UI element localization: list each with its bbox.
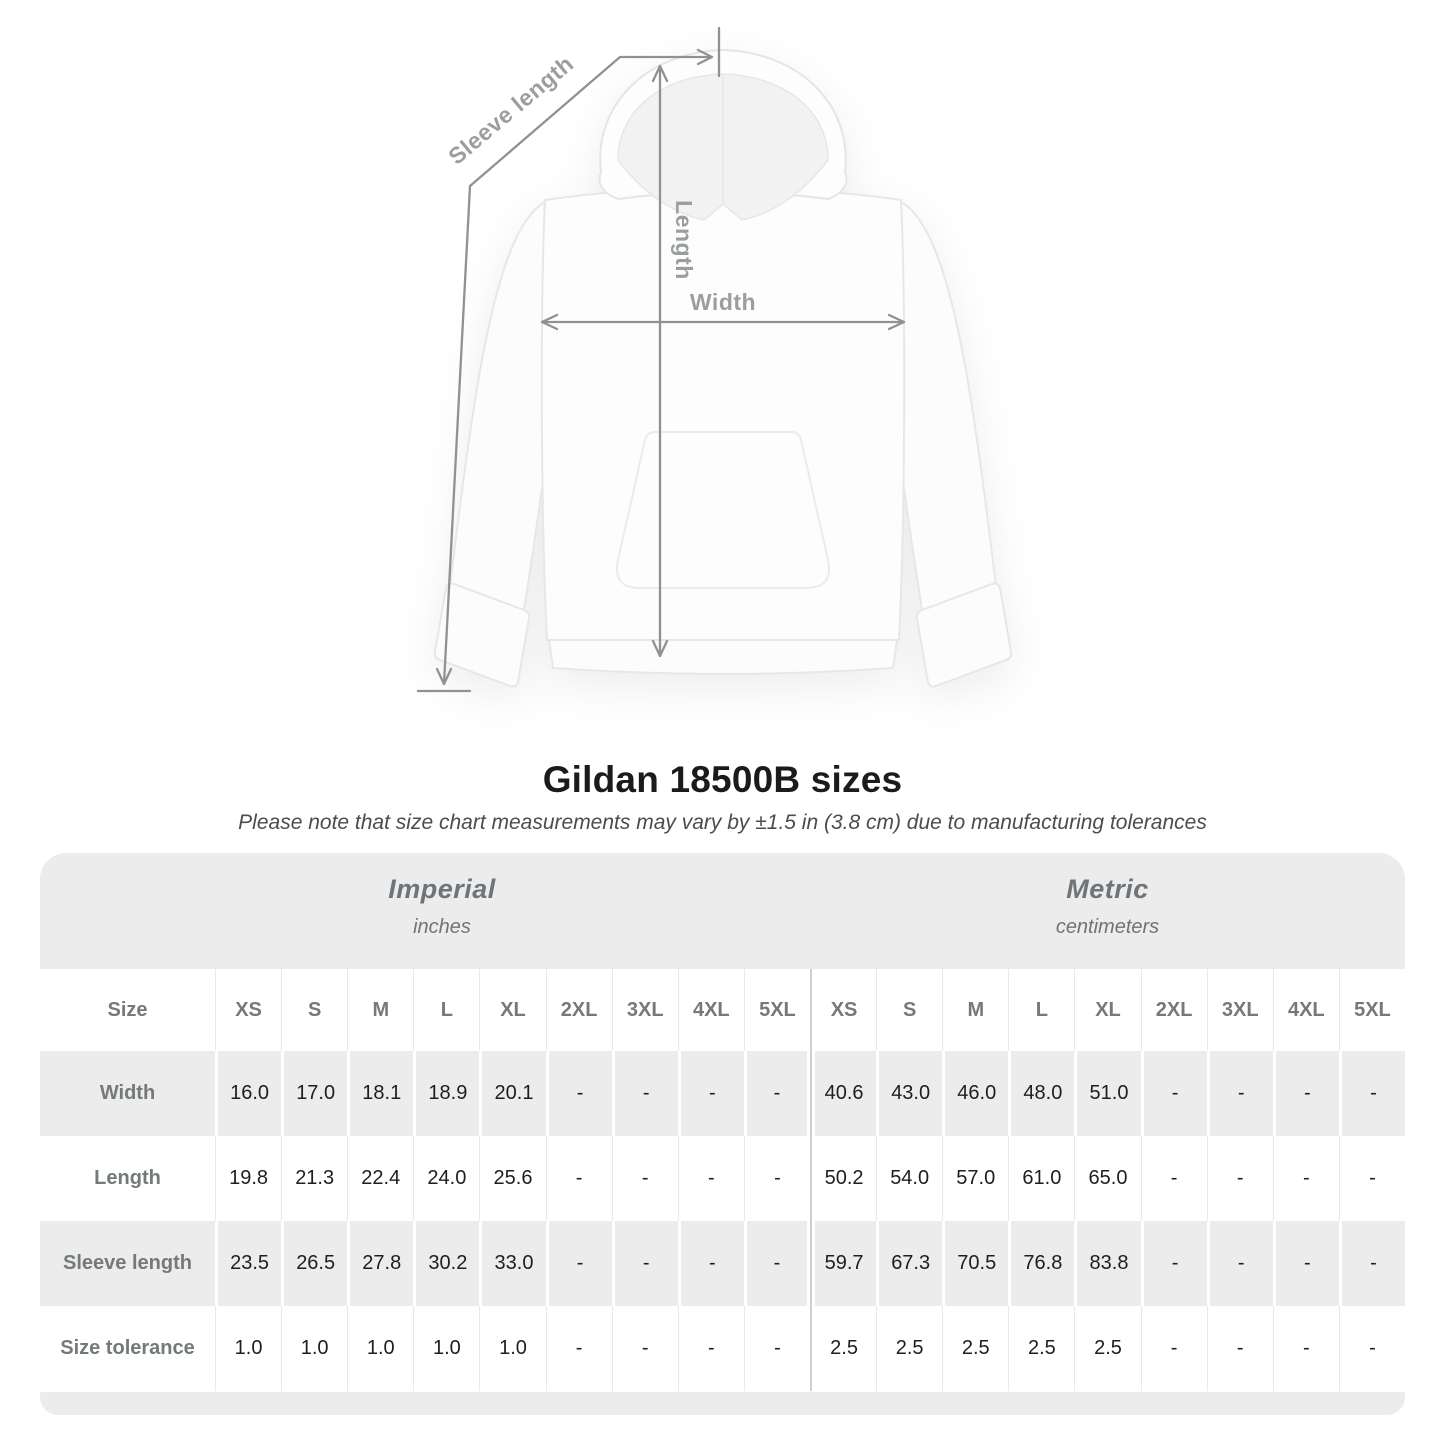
value-cell: 1.0: [215, 1306, 281, 1391]
value-cell: 26.5: [281, 1221, 347, 1306]
imperial-group-header: [40, 853, 810, 969]
value-cell: -: [546, 1136, 612, 1221]
row-label: Width: [40, 1051, 215, 1136]
table-body: [40, 969, 1405, 1391]
value-cell: 17.0: [281, 1051, 347, 1136]
value-cell: -: [1141, 1221, 1207, 1306]
value-cell: -: [1207, 1306, 1273, 1391]
value-cell: 54.0: [876, 1136, 942, 1221]
value-cell: 46.0: [942, 1051, 1008, 1136]
value-cell: -: [1207, 1051, 1273, 1136]
row-label: Length: [94, 1167, 161, 1189]
size-table: [40, 853, 1405, 1415]
value-cell: 2.5: [942, 1306, 1008, 1391]
value-cell: 24.0: [413, 1136, 479, 1221]
value-cell: -: [612, 1051, 678, 1136]
metric-group-unit: centimeters: [1055, 916, 1160, 938]
table-row: [40, 1136, 1405, 1221]
metric-group-title: Metric: [1066, 874, 1149, 904]
size-column-header: 3XL: [612, 969, 678, 1051]
size-column-header: 2XL: [1141, 969, 1207, 1051]
value-cell: -: [1339, 1306, 1405, 1391]
value-cell: 76.8: [1008, 1221, 1074, 1306]
imperial-group-unit: inches: [413, 916, 471, 938]
table-row: [40, 1221, 1405, 1306]
value-cell: 59.7: [810, 1221, 876, 1306]
size-column-header: XS: [810, 969, 876, 1051]
value-cell: -: [1141, 1136, 1207, 1221]
sleeve-length-label: Sleeve length: [443, 50, 579, 170]
table-row: [40, 1306, 1405, 1391]
size-column-header: L: [413, 969, 479, 1051]
size-column-header: 5XL: [744, 969, 810, 1051]
value-cell: -: [1339, 1221, 1405, 1306]
value-cell: 33.0: [479, 1221, 545, 1306]
value-cell: 23.5: [215, 1221, 281, 1306]
value-cell: -: [1273, 1051, 1339, 1136]
value-cell: 51.0: [1074, 1051, 1140, 1136]
value-cell: 30.2: [413, 1221, 479, 1306]
value-cell: -: [744, 1221, 810, 1306]
metric-group-header: [810, 853, 1405, 969]
value-cell: 61.0: [1008, 1136, 1074, 1221]
page-title: Gildan 18500B sizes: [542, 759, 903, 800]
value-cell: -: [1207, 1136, 1273, 1221]
size-header-row: [40, 969, 1405, 1051]
value-cell: 18.9: [413, 1051, 479, 1136]
value-cell: -: [1339, 1051, 1405, 1136]
size-column-header: 3XL: [1207, 969, 1273, 1051]
value-cell: -: [1207, 1221, 1273, 1306]
row-label: Size tolerance: [60, 1337, 195, 1359]
value-cell: 50.2: [810, 1136, 876, 1221]
value-cell: -: [546, 1221, 612, 1306]
value-cell: 2.5: [1008, 1306, 1074, 1391]
value-cell: 1.0: [347, 1306, 413, 1391]
value-cell: -: [546, 1051, 612, 1136]
value-cell: -: [678, 1136, 744, 1221]
value-cell: -: [744, 1306, 810, 1391]
value-cell: -: [1273, 1306, 1339, 1391]
value-cell: 40.6: [810, 1051, 876, 1136]
size-column-header: M: [942, 969, 1008, 1051]
value-cell: -: [1339, 1136, 1405, 1221]
value-cell: 67.3: [876, 1221, 942, 1306]
value-cell: 18.1: [347, 1051, 413, 1136]
imperial-group-title: Imperial: [388, 874, 496, 904]
length-label: Length: [671, 200, 697, 280]
value-cell: 1.0: [413, 1306, 479, 1391]
size-column-header: 5XL: [1339, 969, 1405, 1051]
size-column-header: S: [281, 969, 347, 1051]
width-label: Width: [689, 289, 757, 315]
size-column-header: 2XL: [546, 969, 612, 1051]
size-column-header: L: [1008, 969, 1074, 1051]
value-cell: 43.0: [876, 1051, 942, 1136]
value-cell: -: [612, 1136, 678, 1221]
size-column-header: XL: [479, 969, 545, 1051]
value-cell: -: [1141, 1306, 1207, 1391]
value-cell: 19.8: [215, 1136, 281, 1221]
value-cell: 1.0: [479, 1306, 545, 1391]
value-cell: -: [612, 1306, 678, 1391]
size-column-header: 4XL: [1273, 969, 1339, 1051]
table-row: [40, 1051, 1405, 1136]
value-cell: 20.1: [479, 1051, 545, 1136]
value-cell: 27.8: [347, 1221, 413, 1306]
hoodie-illustration: [435, 50, 1011, 687]
value-cell: 48.0: [1008, 1051, 1074, 1136]
value-cell: 21.3: [281, 1136, 347, 1221]
value-cell: 22.4: [347, 1136, 413, 1221]
value-cell: -: [678, 1051, 744, 1136]
size-column-header: XL: [1074, 969, 1140, 1051]
size-header-label: Size: [107, 998, 148, 1021]
value-cell: -: [678, 1221, 744, 1306]
page-subtitle: Please note that size chart measurements may vary by ±1.5 in (3.8 cm) due to manufacturing tolerances: [238, 811, 1207, 834]
value-cell: 83.8: [1074, 1221, 1140, 1306]
table-footer-bar: [40, 1392, 1405, 1415]
size-column-header: XS: [215, 969, 281, 1051]
value-cell: 2.5: [1074, 1306, 1140, 1391]
value-cell: 16.0: [215, 1051, 281, 1136]
value-cell: 57.0: [942, 1136, 1008, 1221]
table-header-band: [40, 853, 1405, 969]
size-column-header: 4XL: [678, 969, 744, 1051]
value-cell: 70.5: [942, 1221, 1008, 1306]
value-cell: -: [744, 1136, 810, 1221]
size-column-header: M: [347, 969, 413, 1051]
row-label: Sleeve length: [40, 1221, 215, 1306]
value-cell: -: [612, 1221, 678, 1306]
value-cell: 65.0: [1074, 1136, 1140, 1221]
value-cell: 2.5: [810, 1306, 876, 1391]
value-cell: -: [678, 1306, 744, 1391]
value-cell: -: [1141, 1051, 1207, 1136]
value-cell: 25.6: [479, 1136, 545, 1221]
value-cell: -: [1273, 1136, 1339, 1221]
value-cell: -: [1273, 1221, 1339, 1306]
value-cell: -: [744, 1051, 810, 1136]
value-cell: -: [546, 1306, 612, 1391]
value-cell: 2.5: [876, 1306, 942, 1391]
size-column-header: S: [876, 969, 942, 1051]
value-cell: 1.0: [281, 1306, 347, 1391]
